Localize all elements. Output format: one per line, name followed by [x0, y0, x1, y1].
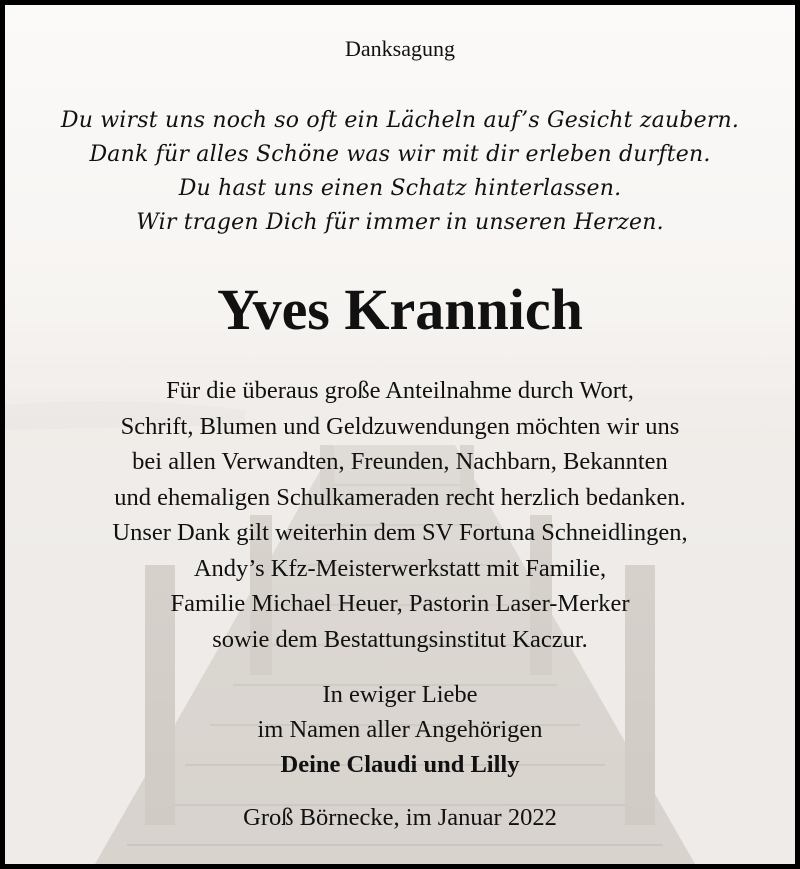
thanks-text [5, 373, 795, 657]
obituary-card [5, 5, 795, 864]
verse-line: Du hast uns einen Schatz hinterlassen. [178, 176, 622, 201]
notice-content [5, 5, 795, 864]
verse-line: Wir tragen Dich für immer in unseren Herzen. [136, 210, 664, 235]
body-line: Für die überaus große Anteilnahme durch Wort, [166, 377, 634, 404]
deceased-name: Yves Krannich [217, 277, 583, 342]
body-line: Andy’s Kfz-Meisterwerkstatt mit Familie, [193, 554, 607, 582]
body-line: Schrift, Blumen und Geldzuwendungen möchten wir uns [120, 412, 680, 440]
body-line: und ehemaligen Schulkameraden recht herzlich bedanken. [114, 483, 686, 511]
body-line: Unser Dank gilt weiterhin dem SV Fortuna Schneidlingen, [112, 519, 688, 546]
body-line: sowie dem Bestattungsinstitut Kaczur. [212, 625, 588, 653]
body-line: Familie Michael Heuer, Pastorin Laser-Merker [170, 590, 630, 617]
closing-block [5, 677, 795, 782]
notice-heading: Danksagung [345, 36, 455, 61]
verse-line: Du wirst uns noch so oft ein Lächeln auf’s Gesicht zaubern. [60, 108, 740, 133]
signature-names: Deine Claudi und Lilly [280, 751, 520, 778]
memorial-verse [5, 104, 795, 240]
verse-line: Dank für alles Schöne was wir mit dir erleben durften. [89, 142, 711, 167]
place-date: Groß Börnecke, im Januar 2022 [243, 804, 557, 831]
closing-line: In ewiger Liebe [322, 681, 478, 708]
closing-line: im Namen aller Angehörigen [257, 716, 543, 743]
body-line: bei allen Verwandten, Freunden, Nachbarn, Bekannten [132, 448, 668, 475]
